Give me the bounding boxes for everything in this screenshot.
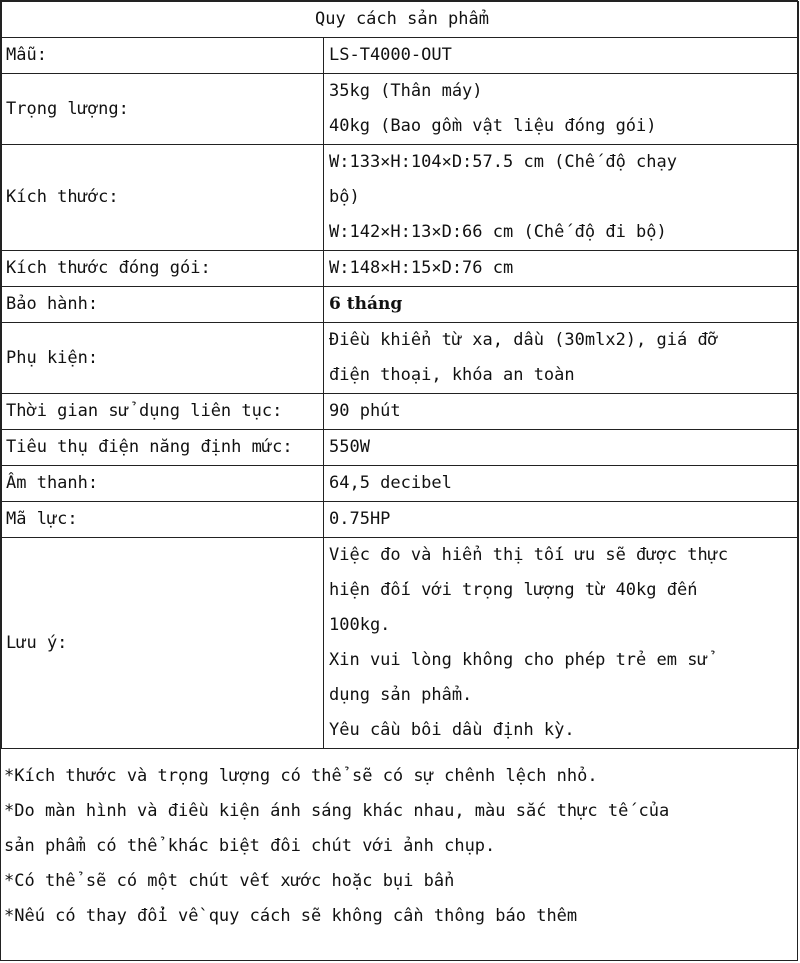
spec-row-weight: [2, 74, 799, 145]
row-value: [324, 430, 799, 466]
value-line: Việc đo và hiển thị tối ưu sẽ được thực: [329, 545, 729, 565]
value-line: hiện đối với trọng lượng từ 40kg đến: [329, 580, 698, 600]
value-line: 0.75HP: [329, 509, 391, 529]
footnote-line: sản phẩm có thể khác biệt đôi chút với ảnh chụp.: [4, 836, 496, 856]
table-title-row: [2, 2, 799, 38]
value-line: dụng sản phẩm.: [329, 685, 473, 705]
row-label: Phụ kiện:: [2, 323, 324, 394]
value-line: Yêu cầu bôi dầu định kỳ.: [329, 720, 575, 740]
row-label: Kích thước:: [2, 145, 324, 251]
row-value: [324, 502, 799, 538]
row-label: Mã lực:: [2, 502, 324, 538]
value-line: Điều khiển từ xa, dầu (30mlx2), giá đỡ: [329, 330, 718, 350]
row-label: Thời gian sử dụng liên tục:: [2, 394, 324, 430]
spec-row-dimensions: [2, 145, 799, 251]
footnote-line: *Kích thước và trọng lượng có thể sẽ có sự chênh lệch nhỏ.: [4, 766, 598, 786]
row-value: [324, 145, 799, 251]
row-label: Mẫu:: [2, 38, 324, 74]
value-line: điện thoại, khóa an toàn: [329, 365, 575, 385]
value-line: W:148×H:15×D:76 cm: [329, 258, 514, 278]
row-label: Âm thanh:: [2, 466, 324, 502]
spec-row-package-size: [2, 251, 799, 287]
footnotes: [0, 744, 798, 934]
row-value: [324, 394, 799, 430]
value-line: bộ): [329, 187, 360, 207]
row-label: Lưu ý:: [2, 538, 324, 749]
row-value: [324, 287, 799, 323]
row-value: [324, 323, 799, 394]
row-label: Tiêu thụ điện năng định mức:: [2, 430, 324, 466]
row-value: [324, 38, 799, 74]
row-value: [324, 466, 799, 502]
value-line: 550W: [329, 437, 370, 457]
value-line: W:133×H:104×D:57.5 cm (Chế độ chạy: [329, 152, 677, 172]
value-line: 90 phút: [329, 401, 401, 421]
value-line: 40kg (Bao gồm vật liệu đóng gói): [329, 116, 657, 136]
value-line: 6 tháng: [329, 294, 403, 314]
row-value: [324, 74, 799, 145]
footnote-line: *Có thể sẽ có một chút vết xước hoặc bụi bẩn: [4, 871, 455, 891]
row-value: [324, 538, 799, 749]
row-label: Bảo hành:: [2, 287, 324, 323]
value-line: 35kg (Thân máy): [329, 81, 483, 101]
footnote-line: *Do màn hình và điều kiện ánh sáng khác nhau, màu sắc thực tế của: [4, 801, 670, 821]
table-title: Quy cách sản phẩm: [2, 2, 799, 38]
spec-row-model: [2, 38, 799, 74]
value-line: W:142×H:13×D:66 cm (Chế độ đi bộ): [329, 222, 667, 242]
spec-row-power: [2, 430, 799, 466]
value-line: Xin vui lòng không cho phép trẻ em sử: [329, 650, 708, 670]
spec-table: [1, 1, 799, 749]
row-label: Trọng lượng:: [2, 74, 324, 145]
row-value: [324, 251, 799, 287]
spec-row-horsepower: [2, 502, 799, 538]
spec-row-warranty: [2, 287, 799, 323]
spec-row-sound: [2, 466, 799, 502]
footnote-line: *Nếu có thay đổi về quy cách sẽ không cần thông báo thêm: [4, 906, 578, 926]
value-line: 64,5 decibel: [329, 473, 452, 493]
row-label: Kích thước đóng gói:: [2, 251, 324, 287]
spec-row-continuous-use: [2, 394, 799, 430]
value-line: 100kg.: [329, 615, 391, 635]
spec-row-notes: [2, 538, 799, 749]
value-line: LS-T4000-OUT: [329, 45, 452, 65]
spec-row-accessories: [2, 323, 799, 394]
